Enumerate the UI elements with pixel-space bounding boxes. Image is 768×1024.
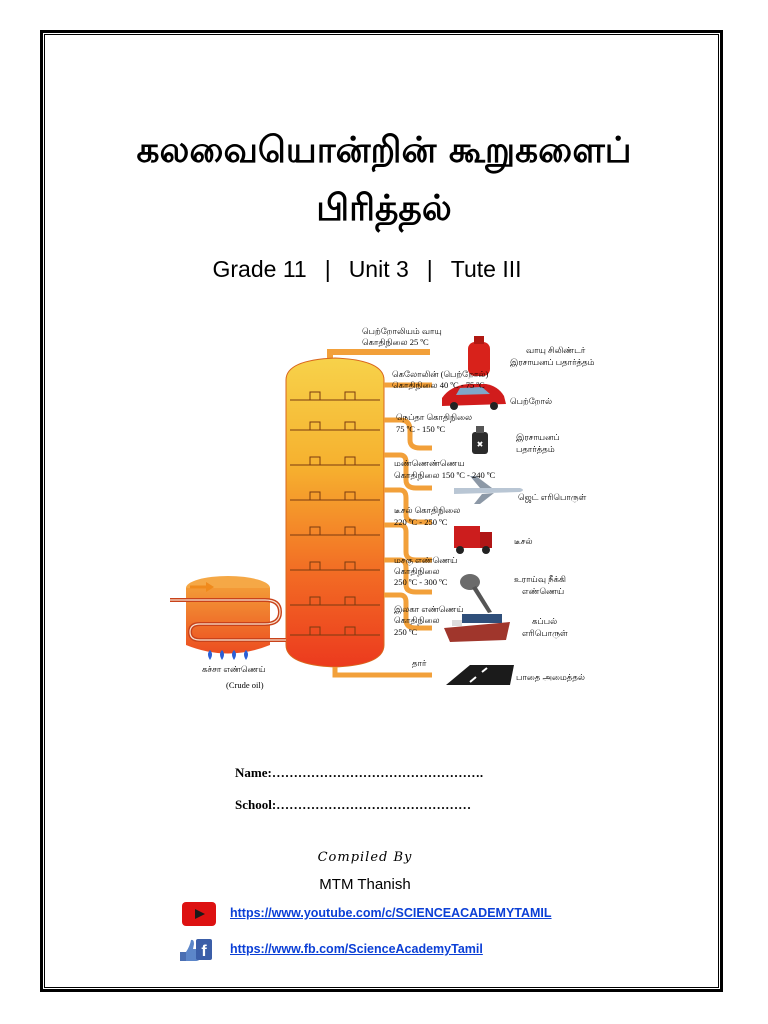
fraction-range: கொதிநிலை bbox=[394, 566, 440, 576]
compiled-by-label: Compiled By bbox=[317, 850, 413, 865]
fractional-distillation-diagram bbox=[170, 320, 620, 710]
fraction-name: டீசல் கொதிநிலை bbox=[394, 505, 461, 515]
crude-oil-label-tamil: கச்சா எண்ணெய் bbox=[202, 664, 266, 674]
product-label: ஜெட் எரிபொருள் bbox=[518, 492, 587, 502]
product-label: இரசாயனப் bbox=[516, 432, 560, 442]
crude-oil-heater bbox=[170, 576, 286, 660]
school-field-label: School:……………………………………… bbox=[235, 797, 472, 812]
fraction-name: நெப்தா கொதிநிலை bbox=[396, 412, 473, 422]
fraction-name: தார் bbox=[412, 658, 427, 668]
svg-text:✖: ✖ bbox=[476, 440, 484, 449]
title-line-1: கலவையொன்றின் கூறுகளைப் bbox=[136, 130, 632, 171]
chemical-bottle-icon bbox=[472, 426, 488, 454]
author-name: MTM Thanish bbox=[319, 876, 411, 893]
fraction-name: இலகா எண்ணெய் bbox=[394, 604, 464, 614]
youtube-icon bbox=[182, 902, 216, 926]
fraction-range: கொதிநிலை 40 ºC - 75 ºC bbox=[392, 380, 485, 390]
fraction-range: 75 ºC - 150 ºC bbox=[396, 424, 446, 434]
fraction-name: கெலோலின் (பெற்றோல்) bbox=[392, 369, 489, 379]
fraction-range: கொதிநிலை 25 ºC bbox=[362, 337, 429, 347]
fraction-range: 250 ºC - 300 ºC bbox=[394, 577, 448, 587]
tute-label: Tute III bbox=[450, 256, 522, 282]
facebook-icon bbox=[178, 936, 214, 962]
subtitle bbox=[0, 256, 734, 283]
product-labels bbox=[510, 345, 595, 682]
fraction-range: 250 ºC bbox=[394, 627, 418, 637]
svg-text:f: f bbox=[201, 943, 207, 960]
product-label: கப்பல் bbox=[532, 616, 558, 626]
fraction-name: பெற்றோலியம் வாயு bbox=[362, 326, 442, 336]
grade-label: Grade 11 bbox=[212, 256, 307, 282]
facebook-link[interactable]: https://www.fb.com/ScienceAcademyTamil bbox=[230, 942, 483, 956]
name-field-label: Name:…………………………………………. bbox=[235, 765, 484, 780]
airplane-icon bbox=[454, 476, 523, 504]
fraction-name: மசகு எண்ணெய் bbox=[394, 555, 458, 565]
fraction-range: கொதிநிலை 150 ºC - 240 ºC bbox=[394, 470, 496, 480]
product-label: பாதை அமைத்தல் bbox=[516, 672, 585, 682]
product-label: பதார்த்தம் bbox=[516, 444, 555, 454]
ship-icon bbox=[444, 614, 510, 642]
youtube-link[interactable]: https://www.youtube.com/c/SCIENCEACADEMYTAMIL bbox=[230, 906, 552, 920]
separator: | bbox=[324, 256, 331, 282]
unit-label: Unit 3 bbox=[348, 256, 409, 282]
road-icon bbox=[446, 665, 514, 685]
product-label: இரசாயனப் பதார்த்தம் bbox=[510, 357, 595, 367]
title-line-2: பிரித்தல் bbox=[316, 188, 452, 229]
crude-oil-label-english: (Crude oil) bbox=[226, 680, 264, 690]
distillation-column bbox=[286, 358, 384, 667]
product-label: உராய்வு நீக்கி bbox=[514, 574, 566, 584]
product-label: எரிபொருள் bbox=[522, 628, 568, 638]
product-label: வாயு சிலிண்டர் bbox=[526, 345, 586, 355]
product-label: டீசல் bbox=[514, 536, 533, 546]
separator: | bbox=[426, 256, 433, 282]
product-label: எண்ணெய் bbox=[522, 586, 565, 596]
fraction-range: 220 ºC - 250 ºC bbox=[394, 517, 448, 527]
product-label: பெற்றோல் bbox=[510, 396, 553, 406]
fraction-name: மண்ணெண்ணெய bbox=[394, 458, 465, 468]
truck-icon bbox=[454, 526, 492, 554]
fraction-range: கொதிநிலை bbox=[394, 615, 440, 625]
oil-can-icon bbox=[460, 574, 492, 613]
